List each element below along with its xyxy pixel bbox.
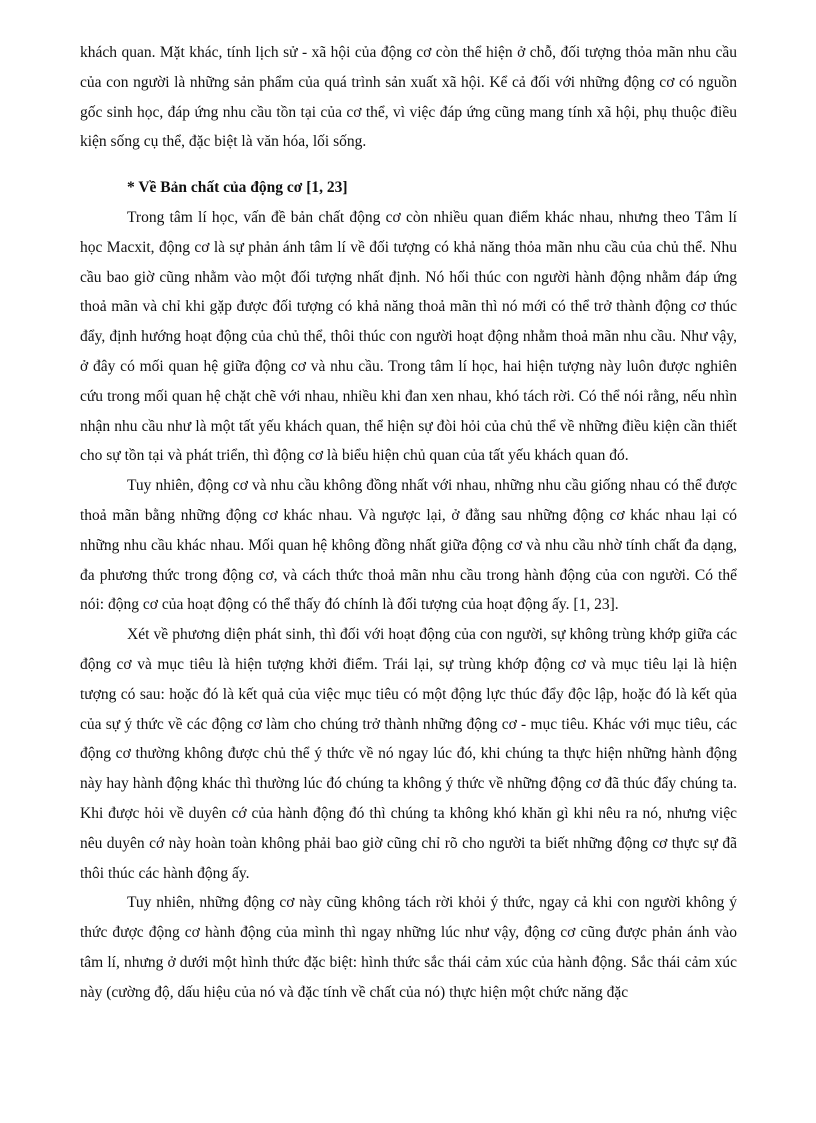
paragraph-consciousness: Tuy nhiên, những động cơ này cũng không tách rời khỏi ý thức, ngay cả khi con người không ý thức được động cơ hành động của mình thì ngay những lúc như vậy, động cơ cũng được phản ánh vào tâm lí, nhưng ở dưới một hình thức đặc biệt: hình thức sắc thái cảm xúc của hành động. Sắc thái cảm xúc này (cường độ, dấu hiệu của nó và đặc tính về chất của nó) thực hiện một chức năng đặc	[80, 894, 737, 1001]
paragraph-nature-of-motive: Trong tâm lí học, vấn đề bản chất động cơ còn nhiều quan điểm khác nhau, nhưng theo Tâm lí học Macxit, động cơ là sự phản ánh tâm lí về đối tượng có khả năng thỏa mãn nhu cầu của chủ thể. Nhu cầu bao giờ cũng nhằm vào một đối tượng nhất định. Nó hối thúc con người hành động nhằm đáp ứng thoả mãn và chỉ khi gặp được đối tượng có khả năng thoả mãn thì nó mới có thể trở thành động cơ thúc đẩy, định hướng hoạt động của chủ thể, thôi thúc con người hoạt động nhằm thoả mãn nhu cầu. Như vậy, ở đây có mối quan hệ giữa động cơ và nhu cầu. Trong tâm lí học, hai hiện tượng này luôn được nghiên cứu trong mối quan hệ chặt chẽ với nhau, nhiều khi đan xen nhau, khó tách rời. Có thể nói rằng, nếu nhìn nhận nhu cầu như là một tất yếu khách quan, thể hiện sự đòi hỏi của chủ thể về những điều kiện cần thiết cho sự tồn tại và phát triển, thì động cơ là biểu hiện chủ quan của tất yếu khách quan đó.	[80, 208, 737, 465]
document-page	[80, 38, 737, 1008]
section-heading: * Về Bản chất của động cơ [1, 23]	[127, 179, 348, 197]
paragraph-intro: khách quan. Mặt khác, tính lịch sử - xã hội của động cơ còn thể hiện ở chỗ, đối tượng thỏa mãn nhu cầu của con người là những sản phẩm của quá trình sản xuất xã hội. Kể cả đối với những động cơ có nguồn gốc sinh học, đáp ứng nhu cầu tồn tại của cơ thể, vì việc đáp ứng cũng mang tính xã hội, phụ thuộc điều kiện sống cụ thể, đặc biệt là văn hóa, lối sống.	[80, 44, 737, 151]
paragraph-origin-aspect: Xét về phương diện phát sinh, thì đối với hoạt động của con người, sự không trùng khớp giữa các động cơ và mục tiêu là hiện tượng khởi điểm. Trái lại, sự trùng khớp động cơ và mục tiêu lại là hiện tượng có sau: hoặc đó là kết quả của việc mục tiêu có một động lực thúc đẩy độc lập, hoặc đó là kết qủa của sự ý thức về các động cơ làm cho chúng trở thành những động cơ - mục tiêu. Khác với mục tiêu, các động cơ thường không được chủ thể ý thức về nó ngay lúc đó, khi chúng ta thực hiện những hành động này hay hành động khác thì thường lúc đó chúng ta không ý thức về những động cơ đã thúc đẩy chúng ta. Khi được hỏi về duyên cớ của hành động đó thì chúng ta không khó khăn gì khi nêu ra nó, nhưng việc nêu duyên cớ này hoàn toàn không phải bao giờ cũng chỉ rõ cho người ta biết những động cơ thực sự đã thôi thúc các hành động ấy.	[80, 626, 737, 882]
paragraph-motive-vs-need: Tuy nhiên, động cơ và nhu cầu không đồng nhất với nhau, những nhu cầu giống nhau có thể được thoả mãn bằng những động cơ khác nhau. Và ngược lại, ở đằng sau những động cơ khác nhau lại có những nhu cầu khác nhau. Mối quan hệ không đồng nhất giữa động cơ và nhu cầu nhờ tính chất đa dạng, đa phương thức trong động cơ, và cách thức thoả mãn nhu cầu trong hành động của con người. Có thể nói: động cơ của hoạt động có thể thấy đó chính là đối tượng của hoạt động ấy. [1, 23].	[80, 477, 737, 614]
